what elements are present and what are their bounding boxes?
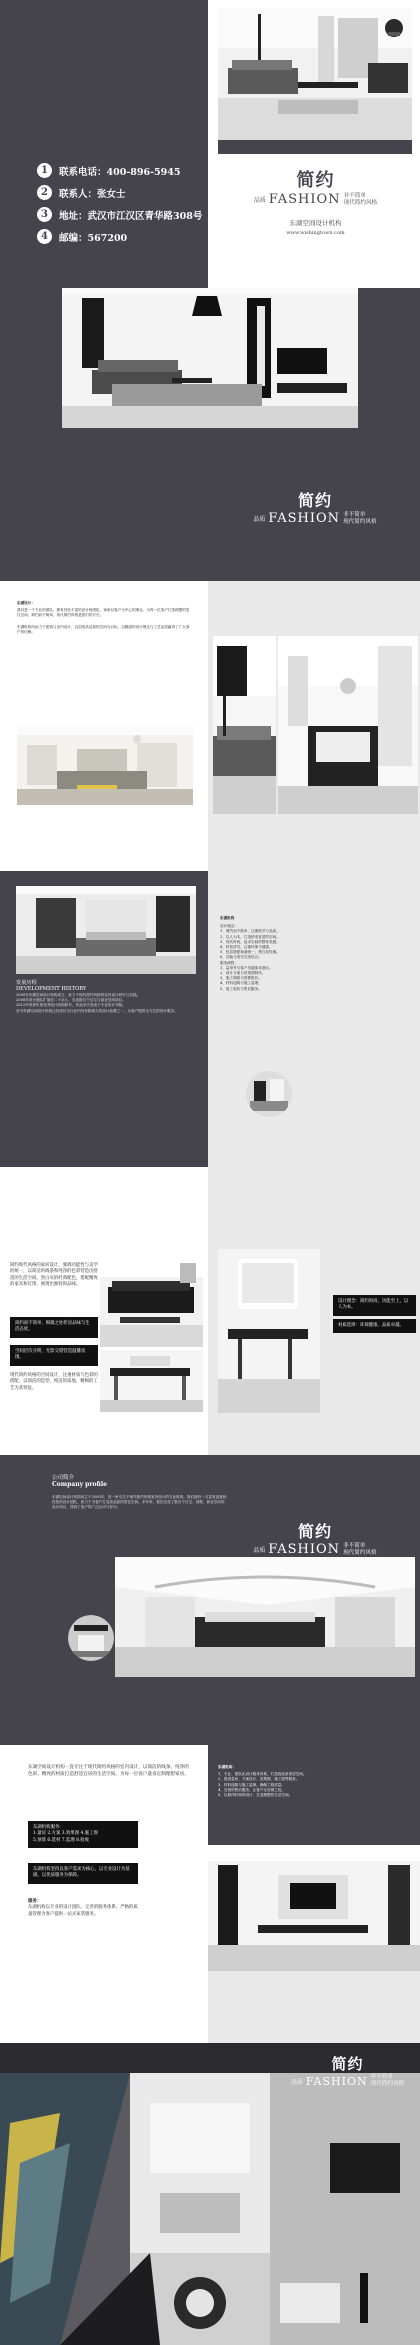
gallery-left-text: 简约现代风格的家居设计，强调功能性与美学的统一，以简洁的线条和纯净的色彩营造出舒适的生活空间。黑白灰的经典配色，搭配精致的家具和灯饰，展现出独特的品味。 bbox=[10, 1263, 98, 1288]
brand-line-1: 非不简单 bbox=[343, 192, 366, 199]
history-item: 至今东湖空间设计机构已经成长为行业内具有影响力的设计品牌之一，为客户提供全方位的设计服务。 bbox=[16, 1008, 178, 1013]
services-list bbox=[218, 1765, 413, 1798]
brand-pin: 品质 bbox=[253, 1547, 266, 1554]
brand-fashion: FASHION bbox=[268, 511, 341, 526]
brand-line-1: 非不简单 bbox=[370, 2074, 393, 2080]
services-note-title: 服务： bbox=[28, 1899, 42, 1904]
philosophy-line: 5、竣工验收与售后服务。 bbox=[220, 986, 262, 991]
services-list-item: 2、提供量房、方案设计、效果图、施工图等服务。 bbox=[218, 1777, 300, 1782]
intro-text-block bbox=[17, 601, 192, 635]
armchair-room-photo bbox=[278, 636, 418, 814]
round-staircase-thumbnail bbox=[68, 1615, 114, 1661]
gallery-left-text-2: 现代简约风格的空间设计，注重材质与色彩的搭配，以简洁的造型、纯洁的质地、精细的工艺为其特征。 bbox=[10, 1373, 98, 1391]
contact-person bbox=[37, 185, 126, 200]
gallery-right-panel bbox=[208, 1167, 420, 1455]
page2-brand-block bbox=[225, 488, 405, 526]
services-list-item: 5、以简约时尚的设计，打造理想的生活空间。 bbox=[218, 1793, 293, 1798]
contact-number-badge: 2 bbox=[37, 185, 52, 200]
contact-person-text: 联系人：张女士 bbox=[59, 188, 126, 200]
contact-address-text: 地址：武汉市江汉区青华路308号 bbox=[59, 210, 203, 222]
services-intro: 东湖空间设计机构一直专注于现代简约风格的室内设计，以简洁的线条、纯净的色彩、精致的材质打造舒适宜居的生活空间，为每一位客户量身定制理想家居。 bbox=[28, 1765, 189, 1777]
cover-brand-panel bbox=[208, 0, 420, 288]
history-heading-block bbox=[16, 979, 86, 992]
white-dining-photo bbox=[100, 1350, 203, 1412]
contact-phone bbox=[37, 163, 181, 178]
cover-living-room-photo bbox=[218, 8, 412, 140]
profile-heading: 公司简介 bbox=[52, 1475, 75, 1481]
philosophy-line: 4、材料选购与施工监理。 bbox=[220, 981, 262, 986]
intro-heading: 东湖设计： bbox=[17, 601, 35, 605]
profile-subheading: Company profile bbox=[52, 1481, 107, 1488]
philosophy-line: 2、以人为本，打造舒适宜居的空间。 bbox=[220, 934, 280, 939]
sofa-corner-photo bbox=[213, 636, 276, 814]
history-heading-en: DEVELOPMENT HISTORY bbox=[16, 986, 87, 992]
intro-paragraph: 东湖机构所致力于建筑与室内设计，以创造高品质的空间为目标，以精湛的设计理念与工艺品质赢得了广大客户的信赖。 bbox=[17, 624, 190, 634]
history-left-panel bbox=[0, 871, 208, 1167]
brand-line-2: 现代简约风格 bbox=[343, 1549, 377, 1556]
philosophy-line: 6、功能与美学完美结合。 bbox=[220, 955, 262, 960]
services-right-panel bbox=[208, 1745, 420, 2043]
history-item: 2005年东湖空间设计机构成立，致力于现代简约风格的室内设计研究与实践。 bbox=[16, 993, 141, 997]
contact-number-badge: 4 bbox=[37, 229, 52, 244]
brand-line-1: 非不简单 bbox=[343, 511, 366, 518]
services-dark-band bbox=[208, 1745, 420, 1845]
cover-brand-block bbox=[228, 166, 403, 207]
services-left-panel bbox=[0, 1745, 208, 2043]
brand-line-1: 非不简单 bbox=[343, 1542, 366, 1549]
brand-line-2: 现代简约风格 bbox=[343, 518, 377, 525]
services-box-2: 东湖机构坚持以客户需求为核心，以专业设计为基础，以优质服务为保障。 bbox=[28, 1863, 138, 1884]
philosophy-line: 5、色彩搭配和谐统一，黑白灰经典。 bbox=[220, 950, 280, 955]
living-room-photo bbox=[62, 288, 358, 428]
profile-heading-block bbox=[52, 1473, 107, 1488]
final-interior-photo bbox=[0, 2043, 420, 2345]
round-room-thumbnail bbox=[246, 1071, 292, 1117]
services-list-item: 1、专业、团队化设计服务体系，打造高品质家居空间。 bbox=[218, 1772, 307, 1777]
history-text-block bbox=[16, 993, 194, 1014]
kitchen-bar-photo bbox=[218, 1249, 320, 1413]
gallery-right-box-1: 设计理念：简约时尚，功能至上，以人为本。 bbox=[333, 1295, 416, 1316]
brand-fashion: FASHION bbox=[305, 2074, 368, 2088]
services-box: 东湖机构服务： 1.量房 2.方案 3.效果图 4.施工图 5.预算 6.选材 7.监理 8.验收 bbox=[28, 1821, 138, 1848]
profile-brand-block bbox=[225, 1519, 405, 1557]
dark-bedroom-photo bbox=[16, 886, 196, 974]
intro-right-panel bbox=[208, 581, 420, 871]
brand-line-2: 现代简约风格 bbox=[343, 199, 378, 206]
org-name: 东湖空间设计机构 bbox=[289, 219, 342, 227]
brand-pin: 品质 bbox=[290, 2078, 303, 2086]
services-note-text: 东湖机构以专业的设计团队、完善的服务体系、严格的质量管理为客户提供一站式家装服务。 bbox=[28, 1905, 138, 1917]
philosophy-line: 1、简约而不简单，注重细节与品质。 bbox=[220, 929, 280, 934]
profile-text: 东湖空间设计机构成立于2005年，是一家专注于现代简约风格室内设计的专业机构。我们拥有一支富有创意和经验的设计团队，致力于为客户打造高品质的居住空间。多年来，我们完成了数百个住宅、别墅、商业空间的设计项目，得到了客户的广泛认可与好评。 bbox=[52, 1495, 227, 1510]
philosophy-title: 东湖机构 bbox=[220, 916, 235, 920]
history-heading-cn: 发展历程 bbox=[16, 980, 37, 986]
services-list-item: 4、完善的售后服务，让客户无后顾之忧。 bbox=[218, 1787, 285, 1792]
brand-pin: 品质 bbox=[253, 197, 266, 204]
gallery-quote-box-1: 简约而不简单，细微之处彰显品味与生活态度。 bbox=[10, 1317, 98, 1338]
cover-org-block bbox=[228, 218, 403, 236]
cover-page bbox=[0, 0, 420, 288]
black-sofa-photo bbox=[100, 1257, 203, 1347]
contact-number-badge: 3 bbox=[37, 207, 52, 222]
philosophy-line: 1、量房并与客户沟通需求意向。 bbox=[220, 965, 273, 970]
brand-pin: 品质 bbox=[253, 516, 266, 523]
services-list-item: 3、材料选购与施工监理，确保工程质量。 bbox=[218, 1782, 285, 1787]
org-url: www.wishingtown.com bbox=[286, 230, 345, 236]
tv-wall-photo bbox=[208, 1845, 420, 1971]
gallery-left-panel bbox=[0, 1167, 208, 1455]
page-company-profile bbox=[0, 1455, 420, 1745]
cover-contact-panel bbox=[0, 0, 208, 288]
intro-paragraph: 我们是一个专业的团队，拥有经验丰富的设计师团队，秉承以客户为中心的理念，为每一位客户打造理想的居住空间。简约而不简单，现代简约风格是我们的专长。 bbox=[17, 608, 190, 618]
history-item: 2012年荣获年度优秀设计机构称号，作品多次发表于专业设计刊物。 bbox=[16, 1003, 126, 1008]
page-intro bbox=[0, 581, 420, 871]
contact-number-badge: 1 bbox=[37, 163, 52, 178]
philosophy-line: 设计理念： bbox=[220, 924, 238, 929]
final-brand-block bbox=[275, 2053, 420, 2088]
contact-postcode bbox=[37, 229, 127, 244]
services-list-title: 东湖机构： bbox=[218, 1765, 236, 1769]
brand-title: 简约 bbox=[297, 1522, 332, 1541]
gallery-quote-box-2: 空间层次分明，光影交错营造温馨氛围。 bbox=[10, 1345, 98, 1366]
brand-fashion: FASHION bbox=[268, 1542, 341, 1557]
page-history bbox=[0, 871, 420, 1167]
gallery-right-box-2: 材质选择：环保健康，品质卓越。 bbox=[333, 1319, 416, 1333]
contact-phone-text: 联系电话：400-896-5945 bbox=[59, 166, 181, 178]
brand-title: 简约 bbox=[296, 170, 335, 191]
page-final-spread bbox=[0, 2043, 420, 2345]
philosophy-line: 服务流程： bbox=[220, 960, 238, 965]
philosophy-block bbox=[220, 916, 410, 992]
page-fashion-living bbox=[0, 288, 420, 581]
philosophy-line: 3、施工图纸与预算报价。 bbox=[220, 976, 262, 981]
page-gallery bbox=[0, 1167, 420, 1455]
brand-title: 简约 bbox=[331, 2055, 364, 2073]
history-right-panel bbox=[208, 871, 420, 1167]
brand-line-2: 现代简约风格 bbox=[370, 2081, 405, 2087]
philosophy-line: 4、材质讲究，注重环保与健康。 bbox=[220, 945, 273, 950]
page-services bbox=[0, 1745, 420, 2043]
philosophy-line: 3、现代时尚，追求空间的整体美感。 bbox=[220, 939, 280, 944]
services-note bbox=[28, 1899, 138, 1918]
intro-left-panel bbox=[0, 581, 208, 871]
brand-fashion: FASHION bbox=[268, 192, 341, 207]
brand-title: 简约 bbox=[297, 491, 332, 510]
contact-postcode-text: 邮编：567200 bbox=[59, 232, 128, 244]
cover-photo-band bbox=[218, 140, 412, 154]
bedroom-photo bbox=[17, 725, 193, 805]
history-item: 2008年设计团队扩展至二十余人，完成数百个住宅与商业空间项目。 bbox=[16, 998, 126, 1003]
philosophy-line: 2、设计方案与效果图制作。 bbox=[220, 971, 266, 976]
modern-bedroom-photo bbox=[115, 1557, 415, 1677]
contact-address bbox=[37, 207, 202, 222]
